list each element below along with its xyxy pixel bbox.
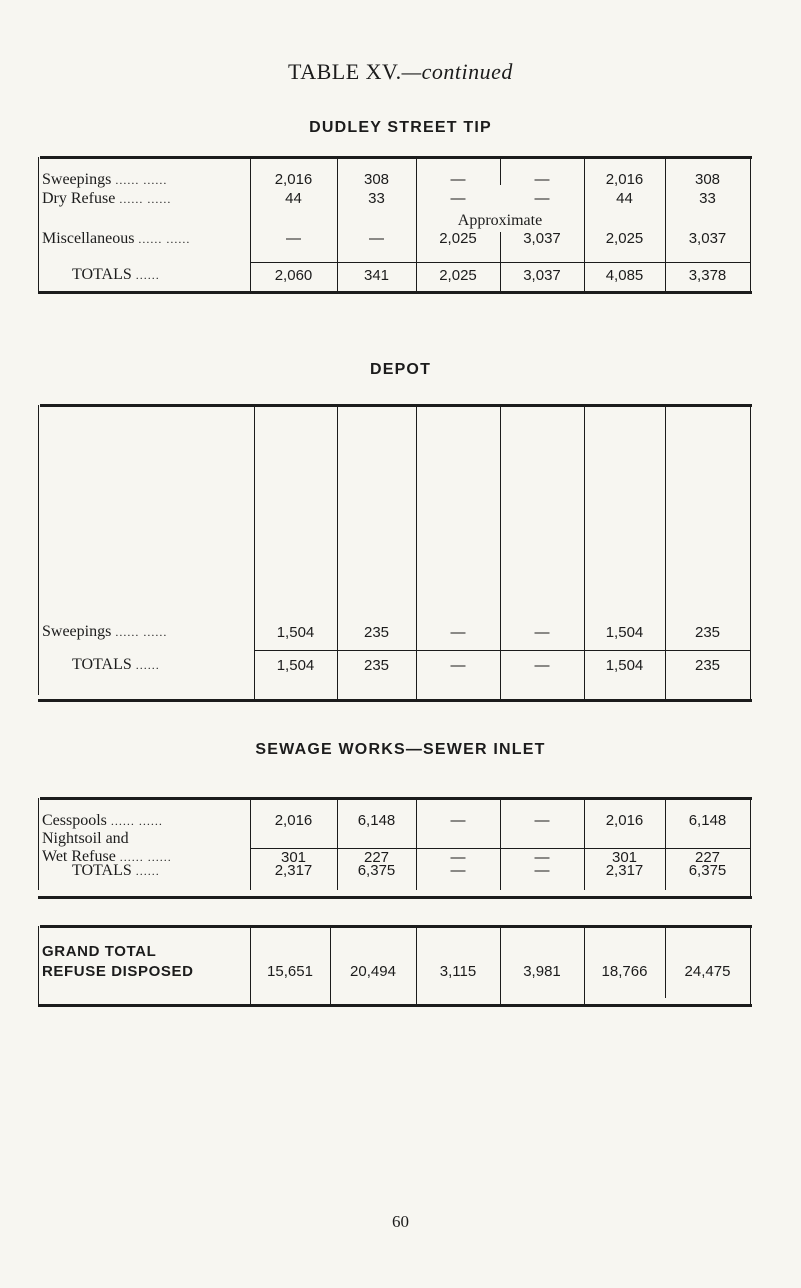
- section-heading-sewage: SEWAGE WORKS—SEWER INLET: [255, 741, 546, 758]
- table-top-rule: [40, 156, 752, 159]
- grand-total-value: 3,981: [523, 963, 561, 980]
- cell-value: 2,016: [605, 171, 644, 188]
- cell-value: —: [534, 849, 550, 866]
- cell-value: —: [450, 624, 466, 641]
- cell-value: 6,148: [357, 812, 396, 829]
- table-top-rule: [40, 404, 752, 407]
- grand-total-value: 24,475: [684, 963, 731, 980]
- cell-value: —: [534, 812, 550, 829]
- cell-value: 3,037: [688, 230, 727, 247]
- cell-value: 3,037: [523, 230, 561, 247]
- grand-total-value: 20,494: [350, 963, 396, 980]
- row-label: Sweepings ...... ......: [42, 623, 168, 640]
- row-label: Wet Refuse ...... ......: [42, 848, 172, 865]
- column-divider: [750, 798, 751, 896]
- row-label: Cesspools ...... ......: [42, 812, 163, 829]
- row-label-line1: Nightsoil and: [42, 830, 129, 847]
- table-top-rule: [40, 797, 752, 800]
- cell-value: 235: [363, 624, 390, 641]
- row-label: Sweepings ...... ......: [42, 171, 168, 188]
- grand-total-value: 15,651: [267, 963, 313, 980]
- cell-value: 1,504: [605, 624, 644, 641]
- cell-value: —: [534, 190, 550, 207]
- totals-label: TOTALS ......: [72, 656, 160, 673]
- cell-value: 2,016: [605, 812, 644, 829]
- column-divider: [665, 926, 666, 998]
- total-value: 235: [363, 657, 390, 674]
- table-bottom-rule: [38, 896, 752, 899]
- totals-rule: [250, 262, 750, 263]
- total-value: —: [450, 862, 466, 879]
- table-title-main: TABLE XV.: [288, 59, 402, 84]
- total-value: 341: [363, 267, 390, 284]
- cell-value: 301: [280, 849, 307, 866]
- totals-label: TOTALS ......: [72, 862, 160, 879]
- cell-value: 308: [363, 171, 390, 188]
- table-bottom-rule: [38, 291, 752, 294]
- cell-value: 301: [611, 849, 638, 866]
- total-value: 4,085: [605, 267, 644, 284]
- total-value: —: [534, 657, 550, 674]
- row-label: Miscellaneous ...... ......: [42, 230, 191, 247]
- column-divider: [38, 798, 39, 890]
- grand-total-value: 3,115: [439, 963, 477, 980]
- totals-label: TOTALS ......: [72, 266, 160, 283]
- column-divider: [38, 405, 39, 695]
- table-bottom-rule: [38, 699, 752, 702]
- section-heading-depot: DEPOT: [369, 361, 432, 378]
- section-heading-dudley: DUDLEY STREET TIP: [309, 119, 492, 136]
- cell-value: 33: [368, 190, 385, 207]
- total-value: 6,375: [357, 862, 396, 879]
- total-value: —: [534, 862, 550, 879]
- cell-value: 235: [694, 624, 721, 641]
- total-value: 2,060: [274, 267, 313, 284]
- cell-value: 227: [363, 849, 390, 866]
- cell-value: —: [286, 230, 301, 247]
- cell-value: 6,148: [688, 812, 727, 829]
- cell-value: 227: [694, 849, 721, 866]
- total-value: 2,317: [605, 862, 644, 879]
- cell-value: 2,016: [274, 812, 313, 829]
- table-title-continued: —continued: [401, 59, 513, 84]
- cell-value: 308: [694, 171, 721, 188]
- total-value: 6,375: [688, 862, 727, 879]
- cell-value: 2,025: [439, 230, 477, 247]
- approximate-note: Approximate: [457, 212, 543, 229]
- column-divider: [750, 405, 751, 701]
- column-divider: [38, 926, 39, 1006]
- cell-value: 2,016: [274, 171, 313, 188]
- cell-value: 1,504: [276, 624, 315, 641]
- cell-value: —: [450, 190, 466, 207]
- total-value: 3,378: [688, 267, 727, 284]
- cell-value: —: [534, 624, 550, 641]
- page-number: 60: [392, 1212, 409, 1231]
- cell-value: 33: [699, 190, 716, 207]
- column-divider: [750, 157, 751, 293]
- table-top-rule: [40, 925, 752, 928]
- cell-value: —: [450, 849, 466, 866]
- cell-value: —: [369, 230, 384, 247]
- cell-value: —: [450, 812, 466, 829]
- cell-value: 44: [616, 190, 633, 207]
- column-divider: [38, 157, 39, 293]
- total-value: 3,037: [523, 267, 561, 284]
- cell-value: —: [534, 171, 550, 188]
- total-value: 1,504: [605, 657, 644, 674]
- row-label: Dry Refuse ...... ......: [42, 190, 172, 207]
- grand-total-label: GRAND TOTAL REFUSE DISPOSED: [42, 943, 194, 980]
- total-value: 2,025: [439, 267, 477, 284]
- total-value: 2,317: [274, 862, 313, 879]
- total-value: 235: [694, 657, 721, 674]
- grand-total-value: 18,766: [601, 963, 648, 980]
- cell-value: —: [450, 171, 466, 188]
- table-title: [0, 59, 801, 85]
- total-value: —: [450, 657, 466, 674]
- cell-value: 2,025: [605, 230, 644, 247]
- column-divider: [750, 926, 751, 1006]
- cell-value: 44: [285, 190, 302, 207]
- table-bottom-rule: [38, 1004, 752, 1007]
- totals-rule: [254, 650, 750, 651]
- total-value: 1,504: [276, 657, 315, 674]
